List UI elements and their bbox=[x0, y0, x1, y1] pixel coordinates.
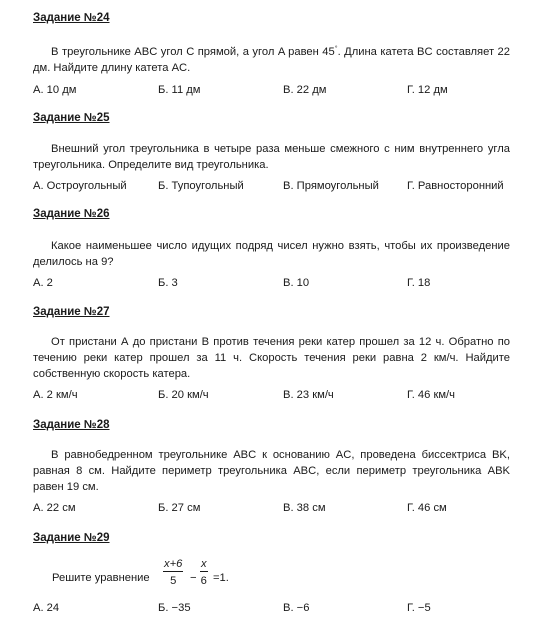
task-text: Какое наименьшее число идущих подряд чисел нужно взять, чтобы их произведение делилось на 9? bbox=[33, 240, 510, 268]
degree-sign: ° bbox=[334, 45, 338, 53]
task-text bbox=[33, 44, 510, 76]
task-text-part: . Длина катета BC составляет 22 дм. Найдите длину катета AC. bbox=[33, 46, 510, 74]
answer-option-a: А. 24 bbox=[33, 602, 60, 614]
task-title: Задание №27 bbox=[33, 306, 110, 318]
answer-option-a: А. 10 дм bbox=[33, 84, 77, 96]
answer-option-a: А. 2 км/ч bbox=[33, 389, 78, 401]
equation-label: Решите уравнение bbox=[52, 572, 150, 584]
answer-option-b: Б. 27 см bbox=[158, 502, 201, 514]
answer-option-b: Б. 11 дм bbox=[158, 84, 201, 96]
answer-option-b: Б. 3 bbox=[158, 277, 178, 289]
fraction-numerator: x+6 bbox=[164, 558, 183, 570]
answer-option-c: В. −6 bbox=[283, 602, 310, 614]
fraction-first bbox=[163, 558, 183, 587]
task-title: Задание №28 bbox=[33, 419, 110, 431]
answer-option-d: Г. 12 дм bbox=[407, 84, 448, 96]
answer-option-b: Б. 20 км/ч bbox=[158, 389, 209, 401]
answer-option-b: Б. Тупоугольный bbox=[158, 180, 244, 192]
answer-option-d: Г. Равносторонний bbox=[407, 180, 504, 192]
answer-option-d: Г. −5 bbox=[407, 602, 431, 614]
answer-option-b: Б. −35 bbox=[158, 602, 191, 614]
answer-option-c: В. 22 дм bbox=[283, 84, 327, 96]
task-text: Внешний угол треугольника в четыре раза меньше смежного с ним внутреннего угла треугольника. Определите вид треугольника. bbox=[33, 143, 510, 171]
fraction-second bbox=[200, 558, 208, 587]
task-title: Задание №25 bbox=[33, 112, 110, 124]
answer-option-d: Г. 18 bbox=[407, 277, 431, 289]
task-text: В равнобедренном треугольнике ABC к основанию AC, проведена биссектриса BK, равная 8 см. Найдите периметр треугольника ABC, если периметр треугольника ABK равен 19 см. bbox=[33, 449, 510, 493]
task-text-part: В треугольнике ABC угол C прямой, а угол A равен 45 bbox=[51, 46, 335, 58]
fraction-numerator: x bbox=[201, 558, 207, 570]
task-title: Задание №29 bbox=[33, 532, 110, 544]
task-text: От пристани А до пристани В против течения реки катер прошел за 12 ч. Обратно по течению реки катер прошел за 11 ч. Скорость течения реки равна 2 км/ч. Найдите собственную скорость катера. bbox=[33, 336, 510, 380]
answer-option-a: А. 2 bbox=[33, 277, 53, 289]
answer-option-c: В. 38 см bbox=[283, 502, 326, 514]
answer-option-c: В. 23 км/ч bbox=[283, 389, 334, 401]
answer-option-d: Г. 46 км/ч bbox=[407, 389, 455, 401]
equation bbox=[52, 558, 292, 594]
answer-option-a: А. Остроугольный bbox=[33, 180, 127, 192]
answer-option-c: В. Прямоугольный bbox=[283, 180, 379, 192]
answer-option-d: Г. 46 см bbox=[407, 502, 447, 514]
answer-option-a: А. 22 см bbox=[33, 502, 76, 514]
fraction-denominator: 6 bbox=[200, 575, 207, 587]
equation-rhs: =1. bbox=[213, 572, 229, 584]
fraction-denominator: 5 bbox=[170, 575, 177, 587]
minus-sign: − bbox=[190, 572, 197, 584]
answer-option-c: В. 10 bbox=[283, 277, 310, 289]
task-title: Задание №26 bbox=[33, 208, 110, 220]
task-title: Задание №24 bbox=[33, 12, 110, 24]
